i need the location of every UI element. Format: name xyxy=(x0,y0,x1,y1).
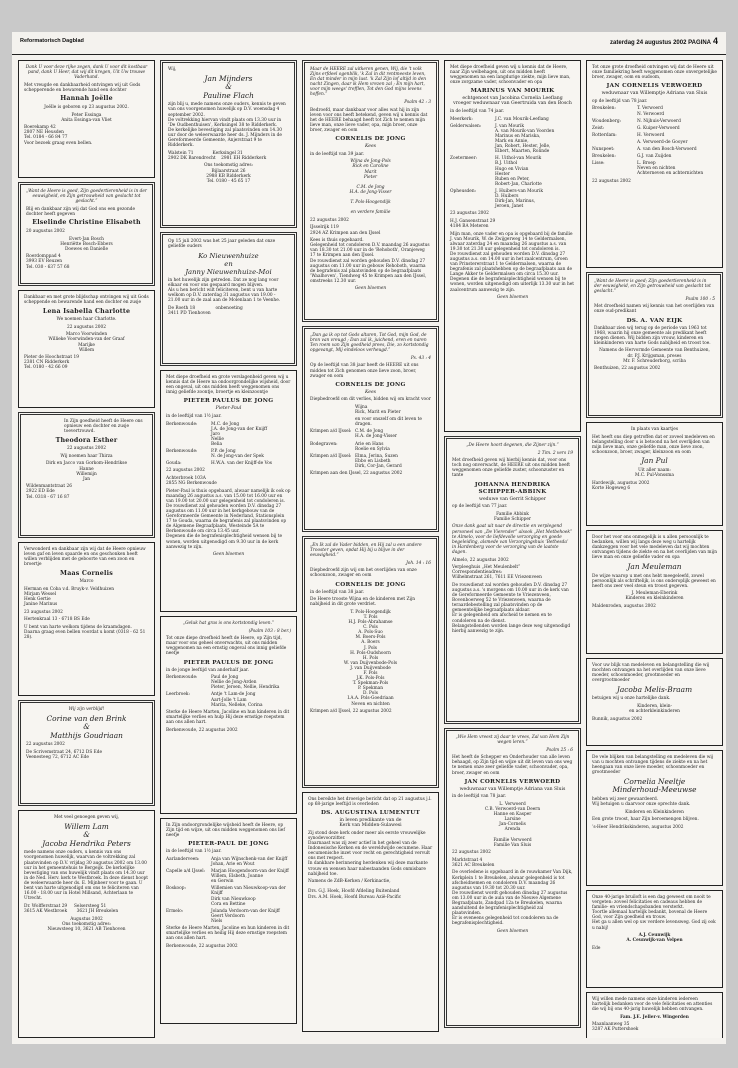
relative-names: Paul de Jong Nellie de Jong-Arden Pieter, Jeroen, Nellie, Hendrika xyxy=(211,675,280,691)
footer: 22 augustus 2002 xyxy=(592,178,631,184)
relative-row xyxy=(166,449,291,459)
nickname: Pieter-Paul xyxy=(215,406,242,412)
signature: De Roeth 18 onbenoeting 3411 PD Tienhoven xyxy=(168,305,243,316)
relative-place: Lisse: xyxy=(592,161,605,167)
address: Roerdomppad 4 3993 EV Reuzen Tel. 030 - 637 57 68 xyxy=(26,254,70,270)
footer: Krimpen a/d IJssel, 22 augustus 2002 xyxy=(310,709,392,715)
birth-announcement xyxy=(18,290,155,408)
intro: Tot onze diepe droefheid heeft de Heere, op Zijn tijd, maar voor ons geheel onverwachts, uit ons midden weggenomen na een ernstig ongeval ons innig geliefde neefje xyxy=(166,636,287,657)
relative-names: G. Kuiper-Verwoerd xyxy=(637,125,680,131)
verse: Dank U voor deze rijke zegen, dank U voor dit kostbaar pand, dank U Heer, dat wij dit kregen, Uit Uw trouwe Vaderhand. xyxy=(25,65,148,81)
parents: Marco Voorwinden Willieke Voorwinden-van der Graaf Marijke Willem xyxy=(48,332,125,353)
relatives-list xyxy=(310,405,431,469)
body-text-2: hebben wij zeer gewaardeerd. Wij betuigen u daarvoor onze oprechte dank. xyxy=(592,797,691,808)
footer: Berkenwoude, 22 augustus 2002 xyxy=(166,943,238,949)
relative-names: L. Broep Neven en nichten Achterneven en achternichten xyxy=(637,161,704,177)
death-notice xyxy=(302,792,439,1032)
relative-row xyxy=(166,886,291,906)
intro: Met veel genoegen geven wij, xyxy=(53,815,120,820)
body-text: zijn blij u, mede namens onze ouders, kennis te geven van ons voorgenomen huwelijk op D.V. woensdag 4 september 2002. De voltrekking hiervan vindt plaats om 13.30 uur in ‘De Oudbenthuisen’, Kerksingel 38 te Ridderkerk. De kerkelijke bevestiging zal plaatsvinden om 14.30 uur door de weleerwaarde heer ds. J. Mijnders in de Gereformeerde Gemeente, Anjerstraat 9 te Ridderkerk. xyxy=(168,102,286,149)
visit-note: U bent van harte welkom tijdens de kraamdagen. Daarna graag even bellen voordat u komt (0318 - 62 51 28). xyxy=(24,625,146,641)
relative-names: Willemien van Nieuwkoop-van der Knijff Dirk van Nieuwkoop Cora en Bettine xyxy=(211,886,286,907)
relative-names: Antje 't Lam-de Jong Aart-Jolle 't Lam Marita, Nelleke, Corina xyxy=(211,692,263,708)
funeral-details: Kees is thuis opgebaard. Gelegenheid tot condoleren D.V. maandag 26 augustus van 18.30 tot 21.00 uur in de 'Rehoboth', Oranjeweg 17 te Krimpen aan den IJssel. De rouwdienst zal worden gehouden D.V. dinsdag 27 augustus om 11.00 uur in gebouw Rehoboth, waarna de begrafenis zal plaatsvinden op de begraafplaats ‘Waalhoven’, Tiendweg 45 te Krimpen aan den IJssel, omstreeks 12.30 uur. xyxy=(310,238,430,284)
deceased-name: CORNELIS DE JONG xyxy=(335,136,406,143)
death-notice xyxy=(160,370,297,612)
birth-date: 20 augustus 2002 xyxy=(26,228,65,234)
verse-ref: Psalm 42 : 3 xyxy=(404,100,431,106)
relative-row xyxy=(166,675,291,690)
verse-ref: Psalm 100 : 5 xyxy=(685,296,715,302)
death-notice xyxy=(160,616,297,814)
relative-place: Krimpen a/d IJssel: xyxy=(310,429,352,435)
deceased-name: JAN CORNELIS VERWOERD xyxy=(606,83,703,90)
couple-names: Ko Nieuwenhuize en Janny Nieuwenhuize-Moi xyxy=(185,251,272,276)
death-notice xyxy=(302,326,439,532)
column-4 xyxy=(444,60,581,1038)
relative-row xyxy=(166,869,291,884)
age: in de jonge leeftijd van anderhalf jaar. xyxy=(166,667,249,673)
signature: Namens de ZdB-Kerken / Kerkinactie, Drs. G.J. Hoek, Hoofd Afdeling Buitenland Drs. A.M. Hoek, Hoofd Bureau Azië-Pacific xyxy=(308,879,402,900)
relative-place: Berkenwoude: xyxy=(166,421,198,427)
thank-you-notice xyxy=(586,890,723,988)
birth-date: Joëlle is geboren op 23 augustus 2002. xyxy=(44,104,129,110)
relative-row xyxy=(166,857,291,867)
intro: Met diepe droefheid geven wij u kennis dat de Heere, naar Zijn welbehagen, uit ons midden heeft weggenomen na een langdurige ziekte, mijn lieve man, onze zorgzame vader, schoonvader en opa xyxy=(450,65,571,86)
relative-place: Meerkerk: xyxy=(450,116,473,122)
age: in de leeftijd van 38 jaar. xyxy=(310,589,365,595)
intro: Verwonderd en dankbaar zijn wij dat de Heere opnieuw leven gaf en leven spaarde en ons geschonken heeft willen verblijden met de geboorte van een zoon en broertje xyxy=(24,547,146,568)
intro: Met vreugde en dankbaarheid ontvingen wij uit Gods schepperende en bewarende hand een dochter xyxy=(24,82,141,93)
body-text-3: Een grote troost, haar Zijn beroemengen blijven. xyxy=(592,817,699,823)
body-text: Zij stond deze kerk onder meer als eerste vrouwelijke synodevoorzitter. Daarnaast was zij zeer actief in het geheel van de Indonesische Kerken en de wereldwijde oecumene. Haar oecumenische inzet voor recht en gerechtigheid vervult ons met respect. In dankbare herinnering herdenken wij deze markante vrouw en wensen haar nabestaanden Gods onmisbare nabijheid toe. xyxy=(308,830,433,877)
body-text: Wij willen mede namens onze kinderen iedereen hartelijk bedanken voor de vele felicitaties en attenties die wij bij ons 40-jarig huwelijk hebben ontvangen. xyxy=(592,997,713,1013)
couple-names: Jan Mijnders & Pauline Flach xyxy=(203,73,254,100)
body-text: Dankbaar zien wij terug op de periode van 1963 tot 1968, waarin hij onze gemeente als predikant heeft mogen dienen. Wij bidden zijn vrouw, kinderen en kleinkinderen van harte Gods nabijheid en troost toe. xyxy=(594,325,711,346)
header-page-number: 4 xyxy=(712,36,718,46)
body-text-2: De wijze waarop u met ons hebt meegeleefd, zowel persoonlijk als schriftelijk, is ons onderoplijk geweest en heeft ons zeer veel steun en troost gegeven. xyxy=(592,573,716,589)
footer: Maanlaanweg 35 3287 AK Puttershoek xyxy=(592,1022,639,1033)
intro: Met droefheid geven wij hierbij kennis dat, voor ons toch nog onverwacht, de HEERE uit ons midden heeft weggenomen onze geliefde zuster, schoonzuster en tante xyxy=(452,458,570,479)
relative-names: en voor onszelf om dit leven te dragen. xyxy=(355,417,422,428)
body-text: Voor uw blijk van medeleven en belangstelling die wij mochten ontvangen na het overlijden van onze lieve moeder, schoonmoeder, grootmoeder en overgrootmoeder xyxy=(592,663,710,684)
birth-announcement xyxy=(18,182,155,286)
intro: In Zijn ondoorgrondelijke wijsheid heeft de Heere, op Zijn tijd en wijze, uit ons midden weggenomen ons lief neefje xyxy=(166,823,285,839)
column-2 xyxy=(160,60,297,1038)
relative-row xyxy=(592,106,717,116)
intro: Wij, xyxy=(168,67,177,72)
relative-row xyxy=(450,156,575,187)
age: op de leeftijd van 77 jaar. xyxy=(452,504,508,510)
body-text: Het heeft ons diep getroffen dat er zoveel medeleven en belangstelling door u is betoond na het overlijden van mijn lieve man, onze geliefde man, onze lieve zoon, schoonzoon, broer, zwager, kleinzoon en oom xyxy=(592,434,715,455)
relative-place: Leerbroek: xyxy=(166,692,190,698)
funeral-details: Pieter-Paul is thuis opgebaard, alwaar namelijk ik ook op maandag 26 augustus a.s. van 15.00 tot 16.00 uur en van 19.00 tot 20.00 uur gelegenheid tot condoleren is. De rouwdienst zal gehouden worden D.V. dinsdag 27 augustus om 11.00 uur in het kerkgebouw van de Gereformeerde Gemeente in Nederland, Stationsplein 17 te Gouda, waarna de begrafenis zal plaatsvinden op de Algemene Begraafplaats, Westeinde 5A te Berkenwoude om circa 13.45 uur. Degenen die de begrafenisplechtigheid wensen bij te wonen, worden uitgenodigd om 9.30 uur in de kerk aanwezig te zijn. xyxy=(166,488,291,550)
address: Marktstraat 4 3621 AC Breukelen xyxy=(452,857,495,868)
address: Verpleeghuis „Het Meulenbelt” Correspondentieadres: Wilhelmstraat 261, 7611 EE Vriezenveen xyxy=(452,565,542,581)
birth-date: 22 augustus 2002 xyxy=(67,446,106,452)
address: Boerekamp 42 2807 NE Heusden Tel. 0184 - 66 84 77 Voor bezoek graag even bellen. xyxy=(24,125,93,146)
intro: Met droefheid namen wij kennis van het overlijden van onze oud-predikant xyxy=(594,304,715,315)
relative-row xyxy=(592,161,717,176)
intro: In Zijn goedheid heeft de Heere ons opnieuw een dochter en zusje toevertrouwd. xyxy=(64,419,143,435)
relative-place xyxy=(310,405,352,415)
intro: Diepbedroefd zijn wij om het overlijden van onze schoonzoon, zwager en oom xyxy=(310,568,417,579)
verse-ref: Joh. 14 : 16 xyxy=(406,560,431,566)
relative-place: Boskoop: xyxy=(166,886,186,892)
funeral-details: De rouwdienst zal worden gehouden D.V. dinsdag 27 augustus a.s. 's morgens om 10.00 uur in de kerk van de Gereformeerde Gemeente te Vriezenveen, Bovenboerweg 52 te Vriezenveen, waarna de teraardebestelling zal plaatsvinden op de gemeentelijke begraafplaats aldaar. Er is gelegenheid om afscheid te nemen en te condoleren na de dienst. Belangstellenden worden lange deze weg uitgenodigd hierbij aanwezig te zijn. xyxy=(452,582,571,634)
parents: Peter Essinga Anita Essinga-van Vliet xyxy=(61,112,112,123)
birth-announcement xyxy=(18,542,155,696)
death-notice xyxy=(160,818,297,1024)
date: 23 augustus 2002 xyxy=(450,211,489,217)
no-flowers: Geen bloemen xyxy=(212,552,245,558)
relative-row xyxy=(310,417,431,427)
relative-place: Nunspeet: xyxy=(592,147,615,153)
relative-names: Elma, Jerina, Suzen Ebbo en Lisbeth Dirk, Cor-Jan, Gerard xyxy=(355,453,402,469)
age: op de leeftijd van 78 jaar. xyxy=(592,98,648,104)
nickname: Kees xyxy=(364,144,377,150)
relative-row xyxy=(310,442,431,452)
verse: Maar de HEERE zal uitkeren genen, Wij, die 't volk Zijns erfdeel ogenblik, 'k Zal in dit rentmeeste leven, En dat minder in mijn lust. 'k Zal Zijn lof altijd in den nacht Zingen, daar ik Hem vrezen zal ; En mijn hart, voor mijn weegs' trefflen, Tot den God mijns levens hoffen.” xyxy=(310,67,427,98)
age: in de leeftijd van 78 jaar. xyxy=(452,794,507,800)
intro: Dankbaar en met grote blijdschap ontvingen wij uit Gods scheppende en bewarende hand een dochter en zusje xyxy=(24,295,149,306)
families: Familie Abbink Familie Schipper xyxy=(494,511,531,522)
deceased-name: DS. A. VAN EIJK xyxy=(626,317,683,324)
relatives-list xyxy=(166,857,291,924)
relative-row xyxy=(310,454,431,469)
relative-names: T. Verwoerd N. Verwoerd xyxy=(637,106,665,117)
widower-of: weduwnaar van Willemptje Adriana van Sluis xyxy=(601,91,708,97)
footer: Krimpen aan den IJssel, 22 augustus 2002 xyxy=(310,470,403,476)
signature: J. Meuleman-Eberink Kinderen en kleinkinderen xyxy=(625,591,684,602)
birth-announcement xyxy=(18,412,155,538)
widow-of: weduwe van Gerrit Schipper xyxy=(479,496,546,502)
address: Achterbroek 103A 2855 NG Berkenwoude xyxy=(166,475,217,486)
deceased-name: JAN CORNELIS VERWOERD xyxy=(464,778,561,785)
relative-place: Berkenwoude: xyxy=(166,675,198,681)
column-5 xyxy=(586,60,723,1038)
page-header xyxy=(12,32,726,55)
child-name: Maas Cornelis xyxy=(60,569,113,577)
footer: Maldenroden, augustus 2002 xyxy=(592,604,656,610)
relative-place: Bodegraven: xyxy=(310,441,338,447)
widower-of: weduwnaar van Willemptje Adriana van Sluis xyxy=(459,786,566,792)
relative-row xyxy=(592,140,717,145)
thank-you-notice xyxy=(586,422,723,526)
intro: Blij en dankbaar zijn wij dat God ons een gezonde dochter heeft gegeven xyxy=(26,206,136,217)
verse: „En Ik zal de Vader bidden, en Hij zal u een andere Trooster geven, opdat Hij bij u blijve in der eeuwigheid.” xyxy=(310,543,422,559)
child-name: Lena Isabella Charlotte xyxy=(42,307,131,315)
death-notice xyxy=(302,60,439,322)
intro: Op de leeftijd van 38 jaar heeft de HEERE uit ons midden tot Zich genomen onze lieve zoon, broer, zwager en oom xyxy=(310,363,419,379)
death-notice xyxy=(444,728,581,1028)
address: Wildenmantstraat 26 2922 ED Ede Tel. 0318 - 67 16 87 xyxy=(26,484,72,500)
deceased-name: Jan Pul xyxy=(641,456,668,466)
intro: Tot onze grote droefheid ontvingen wij dat de Heere uit onze familiekring heeft weggenomen onze onvergetelijke broer, zwager, oom en oudoom, xyxy=(592,65,717,81)
relative-row xyxy=(592,133,717,138)
intro: Op 15 juli 2002 was het 25 jaar geleden dat onze geliefde ouders xyxy=(168,239,276,250)
intro: Het heeft de Schepper en Onderhouder van alle leven behaagd, op Zijn tijd en wijze uit dit leven van ons weg te nemen onze zeer geliefde vader, schoonvader, opa, broer, zwager en oom xyxy=(452,755,573,776)
relative-place xyxy=(592,140,634,145)
deceased-name: PIETER-PAUL DE JONG xyxy=(188,841,269,848)
birth-date: 22 augustus 2002 xyxy=(67,324,106,330)
relative-place: Zoetermeer: xyxy=(450,156,478,162)
footer: Berkenwoude, 22 augustus 2002 xyxy=(166,727,238,733)
closing-text: Sterke de Heere Marten, Jacoline en hun kinderen in dit smartelijke verlies en heilig Hij deze ernstige roepstem aan ons allen hart. xyxy=(166,926,290,942)
newspaper-title: Reformatorisch Dagblad xyxy=(20,38,84,44)
newspaper-page xyxy=(12,32,726,1044)
couple-names: Willem Lam & Jacoba Hendrika Peters xyxy=(42,821,131,848)
deceased-name: Jacoba Melis-Braam xyxy=(616,684,693,694)
address: Walstein 71 Kerksingel 31 2902 DK Barendrecht 2981 EH Ridderkerk xyxy=(168,150,267,161)
nickname: Wij noemen haar Thirza xyxy=(60,453,113,459)
relative-names: H. Uithol-van Mourik B.J. Uithol Hugo en Vivian Hester Ruben en Peter, Robert-Jan, Charlotte xyxy=(495,156,542,187)
relative-row xyxy=(166,422,291,447)
thank-you-notice xyxy=(586,530,723,654)
verse-ref: Psalm 25 : 6 xyxy=(546,747,573,753)
relative-names: J. Huibers-van Mourik D. Huibers Dirk-Jan, Marinus, Jeroen, Janet xyxy=(495,188,543,210)
funeral-details: De overledene is opgebaard in de rouwkamer Van Dijk, Kerkplein 1 te Breukelen, alwaar gelegenheid is tot afscheidnemen en condoleren D.V. maandag 26 augustus van 19.30 tot 20.30 uur. De rouwdienst wordt gehouden dinsdag 27 augustus om 13.00 uur in de aula van de Nieuwe Algemene Begraafplaats, Zandpad 12a te Breukelen, waarna aansluitend de begrafenisplechtigheid zal plaatsvinden. Er is eveneens gelegenheid tot condoleren na de begrafenisplechtigheid. xyxy=(452,870,573,927)
intro: Met diepe droefheid en grote verslagenheid geven wij u kennis dat de Heere na ondoorgrondelijke wijsheid, door een ongeval, uit ons midden heeft weggenomen ons innig geliefde zoontje, broertje en kleinzoontje xyxy=(166,375,291,396)
address: Hertenkraal 13 - 6718 BS Ede xyxy=(24,617,90,623)
relative-place: Gouda: xyxy=(166,461,182,467)
no-flowers: Geen bloemen xyxy=(354,286,387,292)
thank-you-notice xyxy=(586,750,723,886)
wedding-announcement xyxy=(160,60,297,228)
verse: „Dan ga ik op tot Gods altaren, Tot God, mijn God, de bron van vreugd ; Dan zal ik, juichend, eren en naren Ten roem van Zijn goedheid prees, Die, zo kortstondig opgevangt, Mij eindeloos verheugd.” xyxy=(310,333,429,354)
couple-names: Corine van den Brink & Matthijs Goudriaan xyxy=(46,713,127,740)
relative-place: Aarlanderveen: xyxy=(166,856,200,862)
nickname: Marco xyxy=(79,579,94,585)
date: 22 augustus 2002 xyxy=(310,217,349,223)
date: 22 augustus 2002 xyxy=(166,468,205,474)
signature: A.J. Ceunwijk A. Ceunwijk-van Velpen xyxy=(626,933,683,944)
anniversary-announcement xyxy=(160,232,297,366)
future-address: Ons toekomstig adres: Bijlaarstraat 26 2988 KB Ridderkerk Tel. 0180 - 45 65 17 xyxy=(204,163,253,184)
nickname: Kees xyxy=(364,389,377,395)
relatives-list xyxy=(592,106,717,176)
signature: Kinderen en Kleinkinderen xyxy=(625,809,684,815)
comfort-text: De Heere trooste Wijna en de kinderen met Zijn nabijheid in dit grote verdriet. xyxy=(310,597,415,608)
footer: Ede xyxy=(592,945,601,951)
relatives-list: Wijna de Jong-Pols Rick en Caroline Marit Pieter C.M. de Jong H.A. de Jong-Visser T. Pols-Hoogendijk en verdere familie xyxy=(349,159,392,216)
deceased-name: PIETER PAULUS DE JONG xyxy=(183,398,274,405)
relative-row xyxy=(166,461,291,466)
signature: Fam. J.E. Jeller-v. Wingerden xyxy=(620,1014,689,1020)
relative-names: P.P. de Jong N. de Jong-van der Spek xyxy=(211,449,264,460)
body-text-2: betuigen wij u onze hartelijke dank. xyxy=(592,696,671,702)
relative-names: Arie en Hans Roelie en Sylvia xyxy=(355,441,390,452)
deceased-name: JOHANNA HENDRIKA SCHIPPER-ABBINK xyxy=(474,481,551,495)
relative-place: Krimpen a/d IJssel: xyxy=(310,453,352,459)
relative-row xyxy=(166,909,291,924)
relative-row xyxy=(166,692,291,707)
relative-place: Berkenwoude: xyxy=(166,449,198,455)
thanks-text: Onze dank gaat uit naar de directie en verplegend personeel van „De Vierender” alsook „Het Metbehoek” te Almelo, voor de liefdevolle verzorging en goede begeleiding, alsmede van Verzorgingshuis ‘Bethesda’ in Hardenberg voor de verzorging van de laatste dagen. xyxy=(452,524,573,555)
age: in de leeftijd van 1½ jaar. xyxy=(166,849,222,855)
signature: Kinderen, klein- en achterkleinkinderen xyxy=(629,704,680,715)
nickname: We noemen haar Charlotte. xyxy=(56,317,117,323)
relative-names: M.C. de Jong J.A. de Jong-van der Knijff Jaro Nellie Belia xyxy=(211,421,268,447)
funeral-details: Mijn man, onze vader en opa is opgebaard bij de familie J. van Mourik, W. de Zwijgerweg 14 te Geldermalsen, alwaar zaterdag 24 en maandag 26 augustus a.s. van 19.30 tot 21.30 uur gelegenheid tot condoleren is. De rouwdienst zal gehouden worden D.V. dinsdag 27 augustus a.s. om 14.00 uur in het zaalcentrum, Groen van Prinstererstraat 1 te Geldermalsen, waarna de begrafenis zal plaatshebben op de begraafplaats aan de Lange Akker te Geldermalsen om circa 15.30 uur. Degenen die de begrafenisplechtigheid wensen bij te wonen, worden uitgenodigd om uiterlijk 13.30 uur in het zaalcentrum aanwezig te zijn. xyxy=(450,231,575,293)
engagement-announcement xyxy=(18,700,155,806)
verse: „Wie Hem vreest zij daar te vrees, Zal van Hem Zijn wegen leren.” xyxy=(455,735,570,746)
wedding-announcement xyxy=(18,810,155,1038)
notice-title: In plaats van kaartjes xyxy=(630,427,679,432)
deceased-name: CORNELIS DE JONG xyxy=(335,381,406,388)
date: 22 augustus 2002 xyxy=(26,742,65,748)
verse-ref: (Psalm 103 : 8 ber.) xyxy=(248,628,291,634)
verse: „De Heere hoort degenen, die Zijner zijn.” xyxy=(466,443,559,448)
intro: Bedroefd, maar dankbaar voor alles wat hij in zijn leven voor ons heeft betekend, geven wij u kennis dat het de HEERE behaagd heeft tot Zich te nemen mijn lieve man, onze lieve vader, opa, mijn broer, onze broer, zwager en oom xyxy=(310,107,428,134)
header-page-label: PAGINA xyxy=(688,40,711,46)
birth-announcement xyxy=(18,60,155,178)
verse: „Want de Heere is goed, Zijn goedertierenheid is in der eeuwigheid, en Zijn getrouwheid van geslacht tot geslacht.” xyxy=(26,189,147,205)
deceased-name: CORNELIS DE JONG xyxy=(335,581,406,588)
thank-you-notice xyxy=(586,992,723,1038)
address: Dr. Wolfferstraat 29 Selsersteeg 51 3615 AK Westbroek 3621 JH Breukelen xyxy=(24,903,119,914)
address: IJsselrijk 119 2924 AZ Krimpen aan den IJssel xyxy=(310,225,381,236)
intro: Ons bereikte het droevige bericht dat op 21 augustus j.l. op 68-jarige leeftijd is overleden xyxy=(308,797,432,808)
spouse-info: echtgenoot van Jacobina Cornelia Leeflang vroeger weduwnaar van Geertruida van den Bosch xyxy=(453,96,572,107)
date: Almelo, 22 augustus 2002 xyxy=(452,557,509,563)
deceased-name: DS. AUGUSTINA LUMENTUT xyxy=(320,810,421,817)
footer: Hardewijk, augustus 2002 Korte Hogeweg 6 xyxy=(592,480,650,491)
relative-names: Jolanda Verdoorn-van der Knijff Geert Verdoorn Niels xyxy=(211,908,280,924)
relative-names: C.M. de Jong H.A. de Jong-Visser xyxy=(355,429,397,440)
death-notice xyxy=(302,536,439,788)
relatives-list xyxy=(450,117,575,210)
column-1 xyxy=(18,60,155,1038)
body-text: Onze 40-jarige bruiloft is een dag geweest om nooit te vergeten: zoveel felicitaties en cadeaus hebben de familie- en vriendschapsbanden versterkt. Toortle allemaal hartelijk bedankt, bovenal de Heere God, voor Zijn goedheid en trouw. Het ga u allen wel op uw verdere levensweg. God zij ook u nabij! xyxy=(592,895,716,931)
relative-names: H.W.A. van der Knijff-de Vos xyxy=(211,461,273,467)
relative-names: N. Nijhuis-Verwoerd xyxy=(637,118,681,124)
relative-place: Woudenberg: xyxy=(592,118,622,124)
death-notice xyxy=(586,60,723,268)
deceased-name: Jan Meuleman xyxy=(627,561,682,571)
child-name: Elselinde Christine Elisabeth xyxy=(32,219,141,227)
page-date xyxy=(610,36,718,46)
parents: Dirk en Jacco van Gorkom-Hendrikse Hanne Willemijn Jan xyxy=(45,461,128,482)
relative-names: Wijna Rick, Marit en Pieter xyxy=(355,404,401,416)
body-text: in het huwelijk zijn getreden. Dat ze nog lang voor elkaar en voor ons gespaard mogen blijven. Als u hen bericht wilt feliciteren, bent u van harte welkom op D.V. zaterdag 31 augustus van 19.00 - 21.00 uur in de zaal aan de Molenlaan 1 te Veenhe. xyxy=(168,277,281,304)
relative-names: J.C. van Mourik-Leeflang xyxy=(495,116,549,122)
header-date: zaterdag 24 augustus 2002 xyxy=(610,40,687,46)
verse-ref: 2 Tim. 2 vers 19 xyxy=(537,450,573,456)
age: in de leeftijd van 39 jaar. xyxy=(310,151,365,157)
death-notice xyxy=(586,272,723,418)
verse: „Want de Heere is goed; Zijn goedertierenheid is in der eeuwigheid, en Zijn getrouwheid van geslacht tot geslacht.” xyxy=(594,279,711,295)
deceased-name: MARINUS VAN MOURIK xyxy=(470,88,555,95)
body-text: mede namens onze ouders, u kennis van ons voorgenomen huwelijk, waarvan de voltrekking zal plaatsvinden op D.V. vrijdag 30 augustus 2002 om 13.00 uur in het gemeentehuis te Bergeijk. De kerkelijke bevestiging van ons huwelijk vindt plaats om 14.30 uur in de Ned. Herv. kerk te Westbroek. In deze dienst hoopt de weleerwaarde heer ds. E. Mijnheer voor te gaan. U bent van harte uitgenodigd om ons te feliciteren van 16.00 - 18.00 uur in Hotel Millsand, Achterlaan te Utrecht. xyxy=(24,850,149,902)
relative-place: Breukelen: xyxy=(592,154,616,160)
prayer-text: Diepbedroefd om dit verlies, bidden wij om kracht voor xyxy=(310,397,431,403)
date: 22 augustus 2002 xyxy=(452,850,491,856)
relative-place: Zeist: xyxy=(592,125,605,131)
no-flowers: Geen bloemen xyxy=(496,295,529,301)
body-text: Door het voor ons onmogelijk is u allen persoonlijk te bedanken, willen wij langs deze weg u hartelijk dankzeggen voor het vele medeleven dat wij mochten ontvangen tijdens de ziekte en na het overlijden van mijn lieve man en onze geliefde vader en opa xyxy=(592,535,717,561)
child-name: Hannah Joëlle xyxy=(60,95,113,103)
relative-row xyxy=(592,126,717,131)
relative-names: A. Verwoerd-de Gooyer xyxy=(637,139,688,145)
footer: Bunnik, augustus 2002 xyxy=(592,716,643,722)
signature: Uit aller naam: M.C. Pul-Vonssma xyxy=(635,468,674,479)
relative-names: A. van den Bosch-Verwoerd xyxy=(637,147,697,153)
relative-place: Rotterdam: xyxy=(592,132,617,138)
relative-place xyxy=(310,417,352,427)
age: in de leeftijd van 1½ jaar. xyxy=(166,413,222,419)
relative-place: Breukelen: xyxy=(592,106,616,112)
address: De Scrivemstraat 24, 6712 DS Ede Veenesteeg 72, 6712 AC Ede xyxy=(26,749,103,761)
relative-names: Marjan Hoogendoorn-van der Knijff Willem, Elsbeth, Joanne en Gerwin xyxy=(211,869,289,885)
relative-names: Anja van Wijnschenk-van der Knijff Johan, Arie en Wout xyxy=(211,856,288,867)
footer: Benthuizen, 22 augustus 2002 xyxy=(594,366,661,372)
no-flowers: Geen bloemen xyxy=(496,929,529,934)
age: in de leeftijd van 74 jaar. xyxy=(450,109,505,115)
relative-row xyxy=(592,119,717,124)
birth-date: 23 augustus 2002 xyxy=(24,609,63,615)
relative-row xyxy=(592,147,717,152)
parents: Evert-Jan Bosch Henriëtte Bosch-Ebbers Doewes en Danielle xyxy=(60,236,113,252)
deceased-role: in leven predikante van de Kerk van Midden-Sulawesi xyxy=(339,818,402,829)
address: H.J. Gansenstraat 29 4184 BA Meteren xyxy=(450,218,496,229)
closing-text: Sterke de Heere Marten, Jacoline en hun kinderen in dit smartelijke verlies en hulp Hij deze ernstige roepstem aan ons allen hart. xyxy=(166,709,290,725)
relatives-list xyxy=(166,422,291,467)
relative-row xyxy=(450,189,575,209)
verse-ref: Ps. 43 : 4 xyxy=(410,355,431,361)
relatives-list: L. Verwoerd C.B. Verwoerd-van Deern Hanne en Kasper Larsine Jan-Cornelis Arenda Familie Verwoerd Familie Van Sluis xyxy=(484,801,541,848)
footer: ‘s-Heer Hendrikskinderen, augustus 2002 xyxy=(592,824,684,830)
relatives-list xyxy=(166,675,291,708)
relative-names: J. van Mourik A. van Mourik-van Voorden Marinus en Mariska, Mark en Annie, Jan, Robert, Hester, Jelle, Elbert, Maarten, Rolinde xyxy=(495,123,555,155)
relative-place: Opheusden: xyxy=(450,188,477,194)
death-notice xyxy=(444,436,581,724)
relatives-list: T. Pols-Hoogendijk T. Pols H.J. Pols-Abrahamse C. Pols A. Pols-Suo M. Boers-Pols A. Boers J. Pols H. Pols-Oudshoorn H. Pols W. van Duijvenbode-Pols J. van Duijvenbode F. Pols J.K. Pols-Pols T. Spekman-Pols P. Spekman D. Pols I.A.A. Pols-Goedriaan Neven en nichten xyxy=(343,609,398,707)
relative-names: H. Verwoerd xyxy=(637,132,665,138)
body-text: De vele blijken van belangstelling en medeleven die wij van u mochten ontvangen tijdens de ziekte en na het heengaan van onze lieve moeder, schoonmoeder en grootmoeder xyxy=(592,755,714,776)
relative-place: Ermelo: xyxy=(166,908,184,914)
relative-row xyxy=(450,117,575,122)
relative-names: G.J. van Zuijden xyxy=(637,154,672,160)
parents: Herman en Coba v.d. Bruyk-v. Veldhuizen Mirjam Wessel Henk Gertie Janine Marinus xyxy=(24,586,115,608)
column-3 xyxy=(302,60,439,1038)
intro: Wij zijn verblijd! xyxy=(68,707,105,712)
deceased-name: PIETER PAULUS DE JONG xyxy=(183,659,274,666)
footer: Augustus 2002 Ons toekomstig adres: Nieuwsteeg 10, 3621 AB Tienhoven xyxy=(47,916,126,932)
relative-row xyxy=(310,405,431,415)
relative-row xyxy=(450,124,575,155)
relative-place: Gelderwalsen: xyxy=(450,123,482,129)
death-notice xyxy=(444,60,581,432)
thank-you-notice xyxy=(586,658,723,746)
verse: „Geluk hat gras is ons kortstondig leven.” xyxy=(182,621,275,626)
deceased-name: Cornelia Neeltje Minderhoud-Meeuwse xyxy=(612,776,697,795)
relative-place: Capelle a/d IJssel: xyxy=(166,869,206,875)
child-name: Theodora Esther xyxy=(55,436,118,444)
signature: Namens de Hervormde Gemeente van Benthuizen, dr. P.J. Krijgsman, preses Mr. F. Schreuderborg, scriba xyxy=(599,348,710,364)
address: Pieter de Hoochstraat 19 2381 CN Ridderkerk Tel. 0180 - 42 66 09 xyxy=(24,355,79,371)
relative-row xyxy=(592,154,717,159)
relative-row xyxy=(310,429,431,439)
